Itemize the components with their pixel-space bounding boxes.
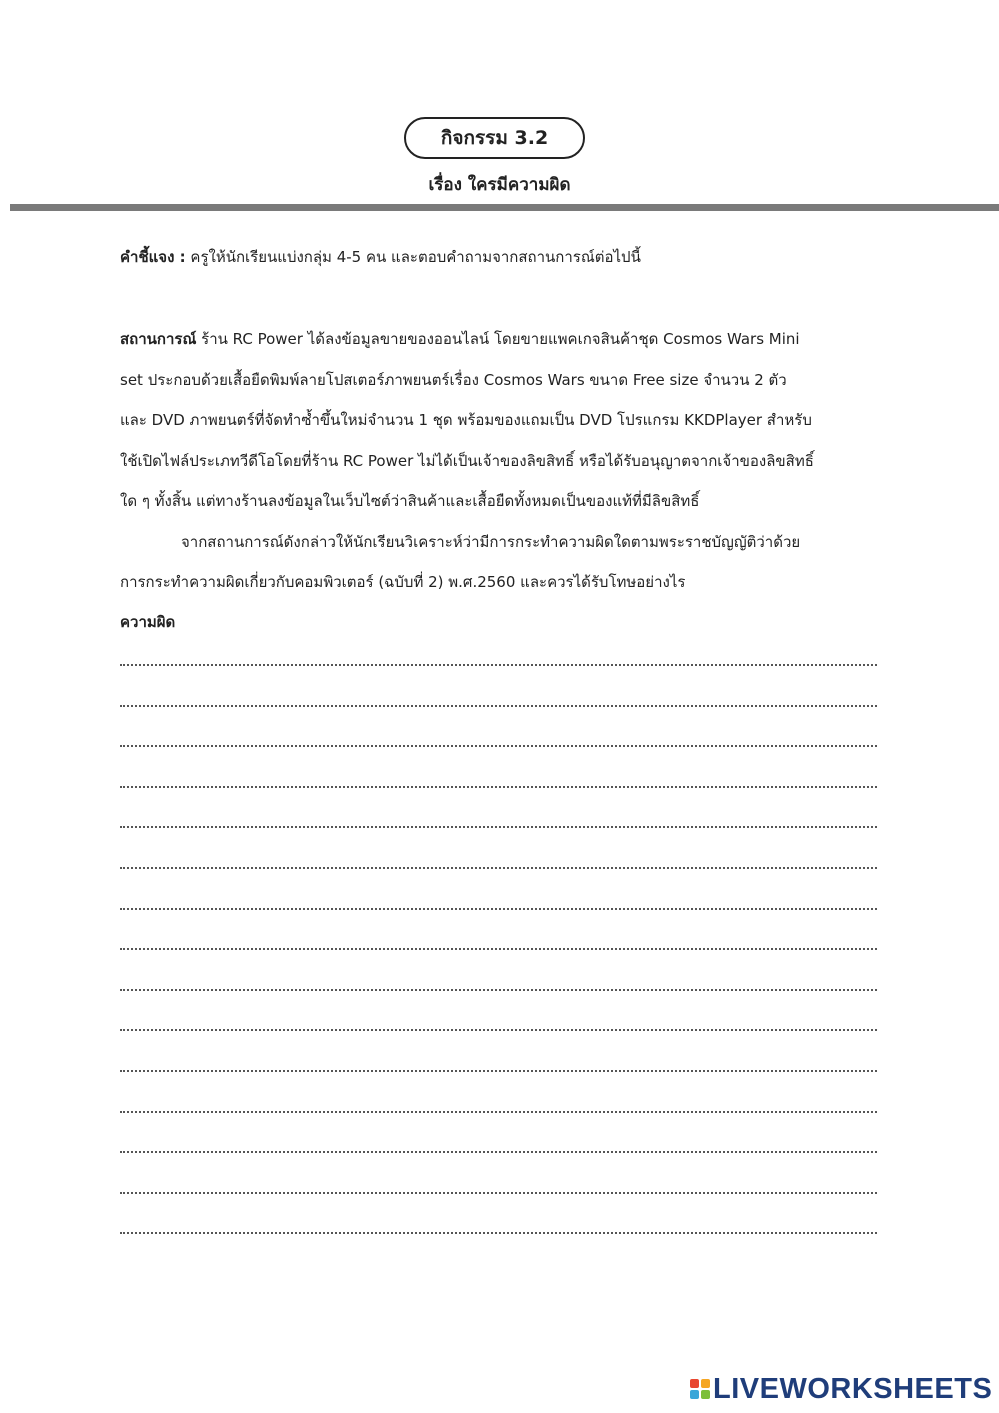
- answer-line[interactable]: [120, 826, 877, 828]
- instructions: [120, 245, 641, 269]
- scenario-line-2: set ประกอบด้วยเสื้อยืดพิมพ์ลายโปสเตอร์ภาพยนตร์เรื่อง Cosmos Wars ขนาด Free size จำนวน 2 ตัว: [120, 371, 787, 389]
- answer-line[interactable]: [120, 989, 877, 991]
- answer-line[interactable]: [120, 1029, 877, 1031]
- answer-line[interactable]: [120, 1070, 877, 1072]
- scenario-line-4: ใช้เปิดไฟล์ประเภทวีดีโอโดยที่ร้าน RC Power ไม่ได้เป็นเจ้าของลิขสิทธิ์ หรือได้รับอนุญาตจากเจ้าของลิขสิทธิ์: [120, 452, 814, 470]
- answer-line[interactable]: [120, 1232, 877, 1234]
- answer-line[interactable]: [120, 1111, 877, 1113]
- logo-text: LIVEWORKSHEETS: [713, 1372, 993, 1405]
- instructions-text: ครูให้นักเรียนแบ่งกลุ่ม 4-5 คน และตอบคำถามจากสถานการณ์ต่อไปนี้: [185, 248, 641, 266]
- scenario-line-1: [120, 327, 800, 351]
- answer-line[interactable]: [120, 1192, 877, 1194]
- question-line-2: การกระทำความผิดเกี่ยวกับคอมพิวเตอร์ (ฉบับที่ 2) พ.ศ.2560 และควรได้รับโทษอย่างไร: [120, 573, 686, 591]
- answer-line[interactable]: [120, 867, 877, 869]
- liveworksheets-logo: [690, 1374, 992, 1404]
- activity-title: กิจกรรม 3.2: [440, 127, 549, 149]
- activity-subtitle: เรื่อง ใครมีความผิด: [428, 175, 571, 195]
- answer-line[interactable]: [120, 786, 877, 788]
- activity-title-box: [404, 117, 585, 159]
- answer-line[interactable]: [120, 908, 877, 910]
- scenario-text-1: ร้าน RC Power ได้ลงข้อมูลขายของออนไลน์ โดยขายแพคเกจสินค้าชุด Cosmos Wars Mini: [196, 330, 800, 348]
- answer-line[interactable]: [120, 745, 877, 747]
- scenario-line-3: และ DVD ภาพยนตร์ที่จัดทำซ้ำขึ้นใหม่จำนวน 1 ชุด พร้อมของแถมเป็น DVD โปรแกรม KKDPlayer สำหรับ: [120, 411, 812, 429]
- scenario-label: สถานการณ์: [120, 330, 197, 348]
- answer-line[interactable]: [120, 664, 877, 666]
- question-line-1: จากสถานการณ์ดังกล่าวให้นักเรียนวิเคราะห์ว่ามีการกระทำความผิดใดตามพระราชบัญญัติว่าด้วย: [181, 533, 801, 551]
- answer-line[interactable]: [120, 1151, 877, 1153]
- header-divider: [10, 204, 999, 211]
- logo-mark-icon: [690, 1379, 710, 1399]
- instructions-label: คำชี้แจง :: [120, 248, 186, 266]
- answer-line[interactable]: [120, 948, 877, 950]
- answer-line[interactable]: [120, 705, 877, 707]
- answer-label: ความผิด: [120, 613, 176, 631]
- scenario-line-5: ใด ๆ ทั้งสิ้น แต่ทางร้านลงข้อมูลในเว็บไซต์ว่าสินค้าและเสื้อยืดทั้งหมดเป็นของแท้ที่มีลิขสิทธิ์: [120, 492, 700, 510]
